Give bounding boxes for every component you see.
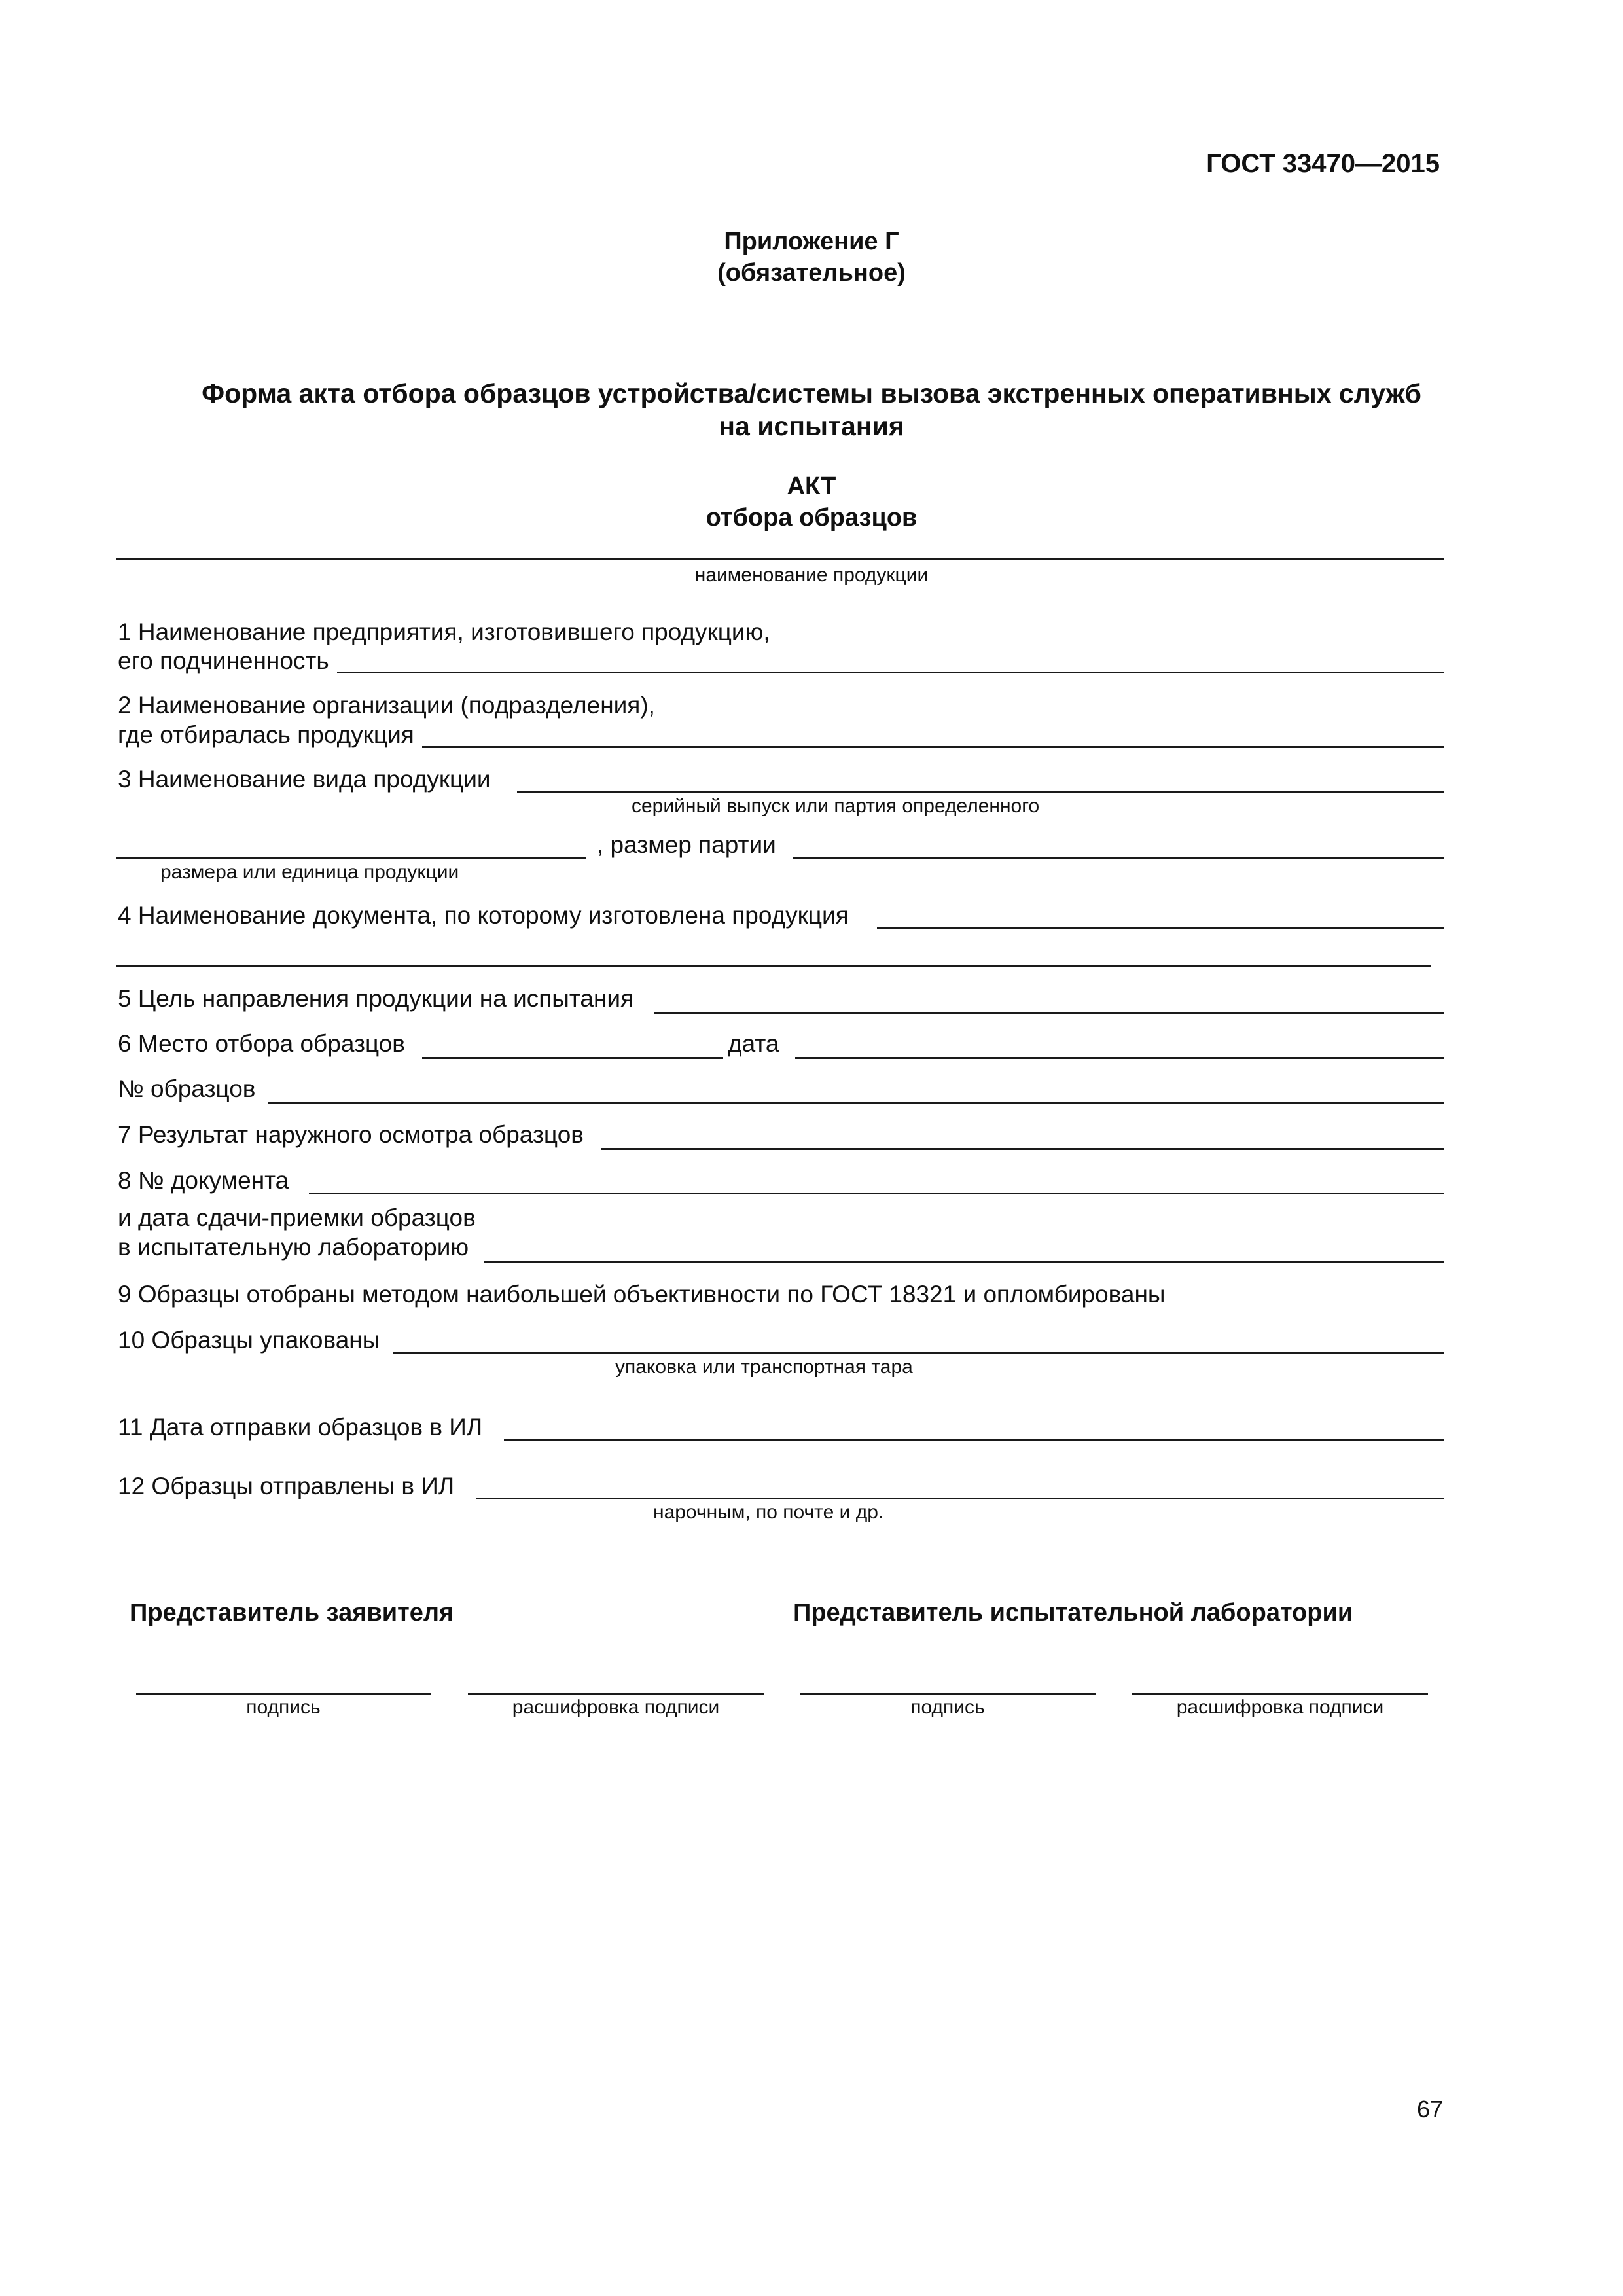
item3-batch-field-line[interactable] (793, 857, 1444, 859)
applicant-signature-hint: подпись (246, 1696, 321, 1718)
applicant-representative-label: Представитель заявителя (130, 1599, 454, 1626)
item10-hint: упаковка или транспортная тара (615, 1356, 913, 1378)
lab-representative-label: Представитель испытательной лаборатории (793, 1599, 1353, 1626)
form-title-line2: на испытания (719, 411, 904, 441)
lab-signature-hint: подпись (910, 1696, 985, 1718)
product-name-hint: наименование продукции (694, 564, 929, 586)
item3-size-hint: размера или единица продукции (160, 861, 459, 883)
product-name-line[interactable] (116, 558, 1444, 560)
item3-batch-label: , размер партии (597, 831, 776, 858)
samples-number-field-line[interactable] (268, 1102, 1444, 1104)
item6-label: 6 Место отбора образцов (118, 1030, 405, 1057)
samples-number-label: № образцов (118, 1075, 256, 1102)
lab-decoding-hint: расшифровка подписи (1176, 1696, 1384, 1718)
item8-label: 8 № документа (118, 1167, 289, 1194)
item6-place-field-line[interactable] (422, 1057, 723, 1059)
item9-label: 9 Образцы отобраны методом наибольшей объективности по ГОСТ 18321 и опломбированы (118, 1281, 1166, 1308)
standard-number: ГОСТ 33470—2015 (1206, 149, 1440, 178)
item11-field-line[interactable] (504, 1439, 1444, 1441)
item11-label: 11 Дата отправки образцов в ИЛ (118, 1414, 483, 1441)
appendix-status: (обязательное) (717, 259, 906, 287)
item7-label: 7 Результат наружного осмотра образцов (118, 1121, 584, 1148)
applicant-decoding-line[interactable] (468, 1693, 764, 1695)
item7-field-line[interactable] (601, 1148, 1444, 1150)
item10-field-line[interactable] (393, 1352, 1444, 1354)
item6-date-field-line[interactable] (795, 1057, 1444, 1059)
applicant-decoding-hint: расшифровка подписи (512, 1696, 720, 1718)
item4-label: 4 Наименование документа, по которому изготовлена продукция (118, 902, 849, 929)
act-subtitle: отбора образцов (705, 504, 918, 531)
lab-decoding-line[interactable] (1132, 1693, 1428, 1695)
item4-field-line[interactable] (877, 927, 1444, 929)
item3-size-field-line[interactable] (116, 857, 586, 859)
item3-label: 3 Наименование вида продукции (118, 766, 491, 793)
applicant-signature-line[interactable] (136, 1693, 431, 1695)
act-title: АКТ (787, 473, 836, 500)
appendix-label: Приложение Г (724, 228, 899, 255)
item5-field-line[interactable] (654, 1012, 1444, 1014)
item1-field-line[interactable] (337, 672, 1444, 673)
form-title-line1: Форма акта отбора образцов устройства/системы вызова экстренных оперативных служб (202, 378, 1421, 408)
item10-label: 10 Образцы упакованы (118, 1327, 380, 1354)
item2-field-line[interactable] (422, 746, 1444, 748)
item12-label: 12 Образцы отправлены в ИЛ (118, 1473, 455, 1499)
item2-label-line2: где отбиралась продукция (118, 721, 414, 748)
lab-signature-line[interactable] (800, 1693, 1096, 1695)
item8-label-line2: и дата сдачи-приемки образцов (118, 1204, 476, 1231)
item8-label-line3: в испытательную лабораторию (118, 1234, 469, 1261)
item5-label: 5 Цель направления продукции на испытания (118, 985, 634, 1012)
item6-date-label: дата (728, 1030, 779, 1057)
page-number: 67 (1416, 2096, 1443, 2123)
item8-field-line2[interactable] (484, 1261, 1444, 1263)
item12-hint: нарочным, по почте и др. (653, 1501, 884, 1523)
item12-field-line[interactable] (476, 1498, 1444, 1499)
item1-label-line2: его подчиненность (118, 647, 329, 674)
item1-label: 1 Наименование предприятия, изготовившего продукцию, (118, 619, 770, 645)
item3-field-line[interactable] (517, 791, 1444, 793)
item4-field-line2[interactable] (116, 965, 1431, 967)
item8-field-line[interactable] (309, 1193, 1444, 1194)
item2-label: 2 Наименование организации (подразделения), (118, 692, 655, 719)
item3-hint: серийный выпуск или партия определенного (632, 795, 1040, 817)
